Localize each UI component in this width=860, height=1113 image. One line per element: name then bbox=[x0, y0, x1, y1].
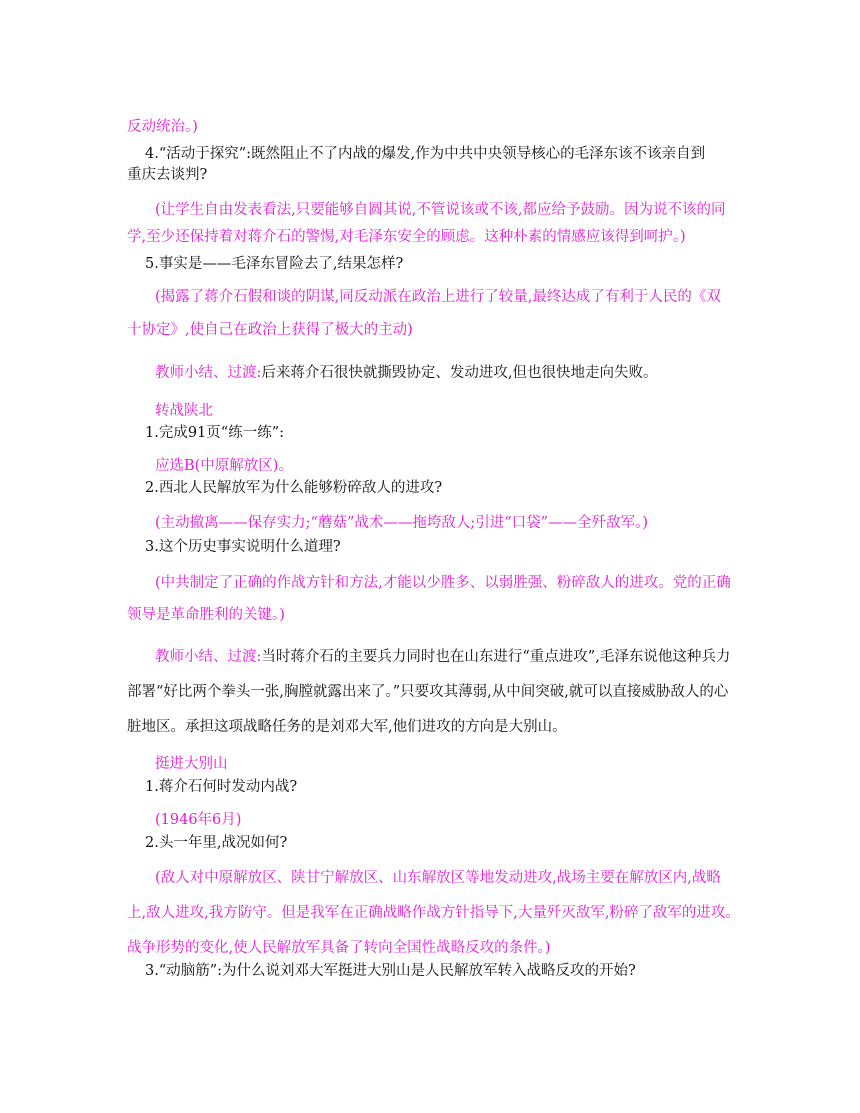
answer-line: (1946年6月) bbox=[155, 812, 242, 828]
question-line: 5.事实是——毛泽东冒险去了,结果怎样? bbox=[145, 256, 404, 272]
answer-line: 上,敌人进攻,我方防守。但是我军在正确战略作战方针指导下,大量歼灭敌军,粉碎了敌军的进攻。 bbox=[127, 905, 740, 921]
question-line: 1.蒋介石何时发动内战? bbox=[145, 779, 298, 795]
teacher-summary-line bbox=[155, 648, 730, 666]
answer-line: (主动撤离——保存实力;“蘑菇”战术——拖垮敌人;引进“口袋”——全歼敌军。) bbox=[155, 515, 648, 531]
answer-line: 十协定》,使自己在政治上获得了极大的主动) bbox=[127, 322, 413, 338]
question-line: 2.西北人民解放军为什么能够粉碎敌人的进攻? bbox=[145, 480, 443, 496]
question-line: 2.头一年里,战况如何? bbox=[145, 835, 288, 851]
summary-label: 教师小结、过渡: bbox=[155, 365, 262, 381]
answer-line: 学,至少还保持着对蒋介石的警惕,对毛泽东安全的顾虑。这种朴素的情感应该得到呵护。) bbox=[127, 229, 686, 245]
answer-line: 应选B(中原解放区)。 bbox=[155, 458, 293, 474]
summary-label: 教师小结、过渡: bbox=[155, 649, 262, 665]
summary-text: 后来蒋介石很快就撕毁协定、发动进攻,但也很快地走向失败。 bbox=[261, 365, 658, 381]
answer-line: (敌人对中原解放区、陕甘宁解放区、山东解放区等地发动进攻,战场主要在解放区内,战略 bbox=[155, 870, 721, 886]
body-line: 脏地区。承担这项战略任务的是刘邓大军,他们进攻的方向是大别山。 bbox=[127, 719, 567, 735]
answer-line: 战争形势的变化,使人民解放军具备了转向全国性战略反攻的条件。) bbox=[127, 940, 551, 956]
teacher-summary-line bbox=[155, 364, 658, 382]
body-line: 部署“好比两个拳头一张,胸膛就露出来了。”只要攻其薄弱,从中间突破,就可以直接威胁敌人的心 bbox=[127, 684, 729, 700]
question-line: 4.“活动于探究”:既然阻止不了内战的爆发,作为中共中央领导核心的毛泽东该不该亲自到 bbox=[145, 146, 706, 162]
section-title: 挺进大别山 bbox=[155, 756, 228, 772]
question-line: 1.完成91页“练一练”: bbox=[145, 425, 284, 441]
answer-line: (中共制定了正确的作战方针和方法,才能以少胜多、以弱胜强、粉碎敌人的进攻。党的正确 bbox=[155, 575, 731, 591]
summary-text: 当时蒋介石的主要兵力同时也在山东进行“重点进攻”,毛泽东说他这种兵力 bbox=[261, 649, 731, 665]
question-line: 重庆去谈判? bbox=[127, 167, 208, 183]
section-title: 转战陕北 bbox=[155, 403, 213, 419]
answer-line: (让学生自由发表看法,只要能够自圆其说,不管说该或不该,都应给予鼓励。因为说不该的同 bbox=[155, 202, 726, 218]
answer-line: (揭露了蒋介石假和谈的阴谋,同反动派在政治上进行了较量,最终达成了有利于人民的《双 bbox=[155, 289, 721, 305]
answer-line: 反动统治。) bbox=[127, 119, 198, 135]
answer-line: 领导是革命胜利的关键。) bbox=[127, 607, 285, 623]
question-line: 3.这个历史事实说明什么道理? bbox=[145, 539, 341, 555]
question-line: 3.“动脑筋”:为什么说刘邓大军挺进大别山是人民解放军转入战略反攻的开始? bbox=[145, 963, 636, 979]
